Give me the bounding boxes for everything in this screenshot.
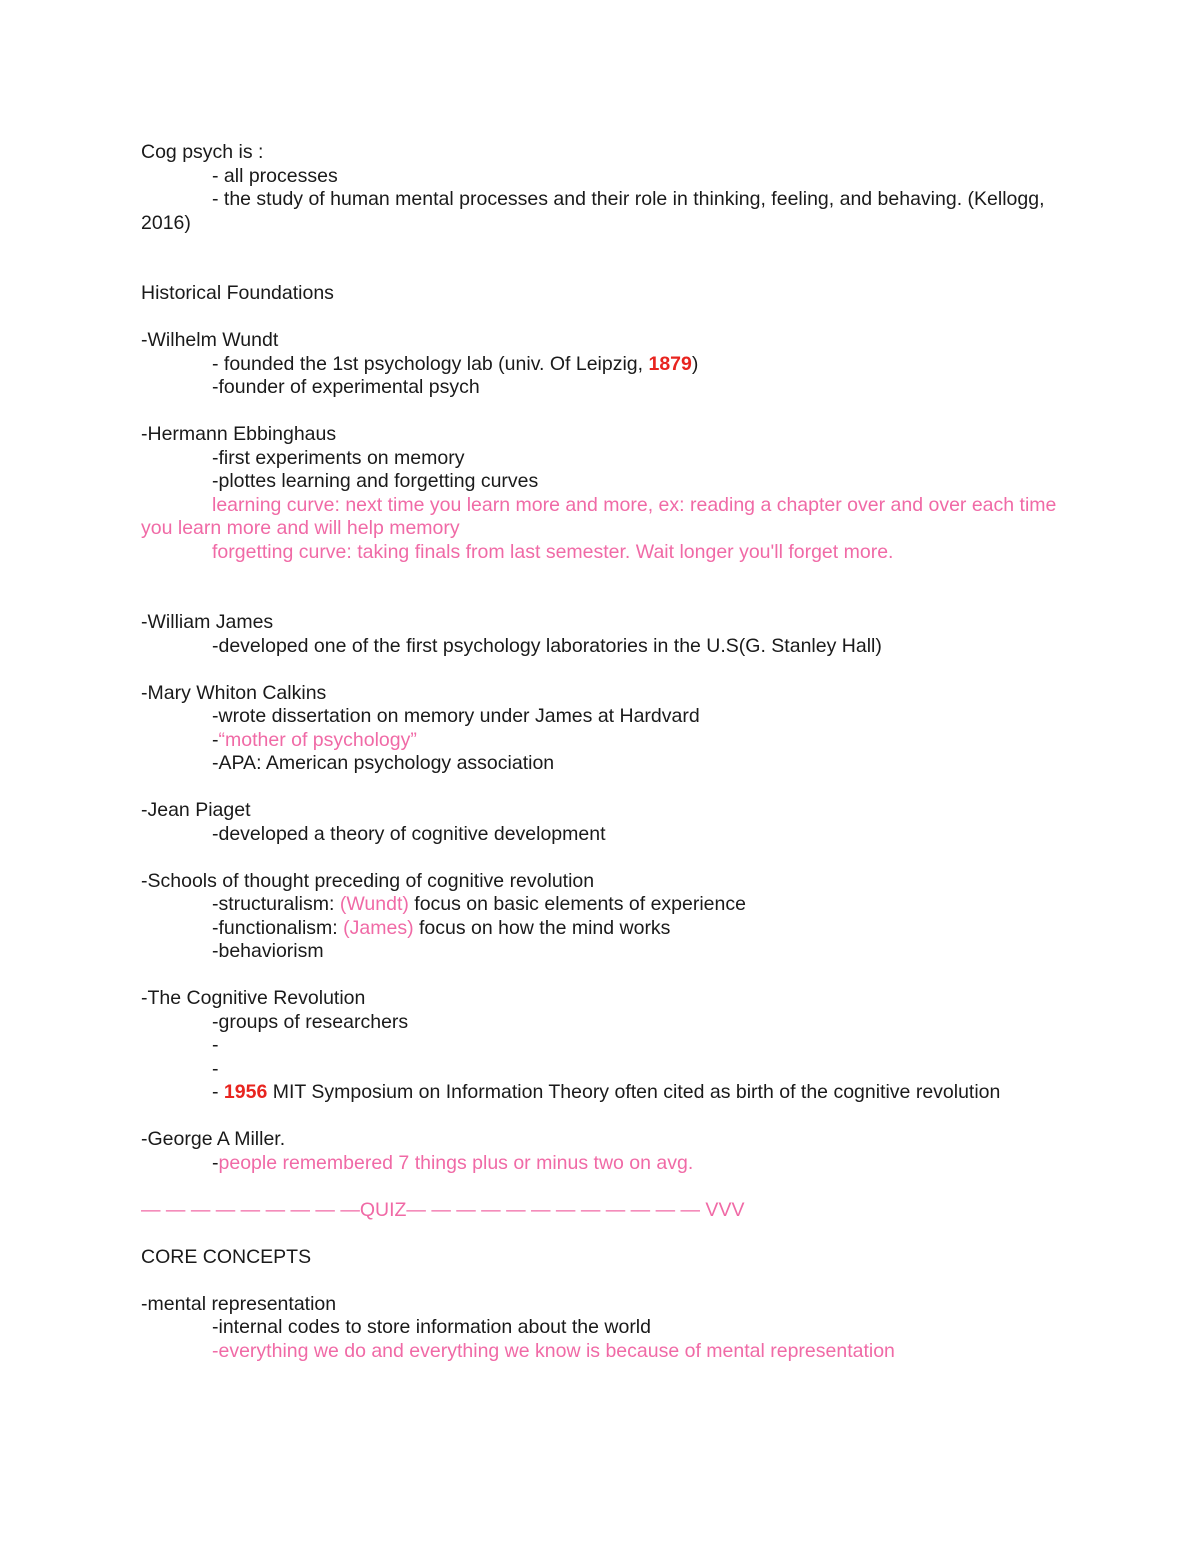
revolution-line-4-dash: -: [212, 1081, 224, 1103]
functionalism-line: [141, 917, 1071, 941]
functionalism-label: -functionalism:: [212, 916, 344, 939]
ebbinghaus-name: -Hermann Ebbinghaus: [141, 423, 337, 445]
revolution-line-2: -: [212, 1034, 219, 1056]
miller-line-1: [141, 1152, 1071, 1176]
calkins-line-2-dash: -: [212, 728, 219, 751]
james-line-1: -developed one of the first psychology laboratories in the U.S(G. Stanley Hall): [212, 634, 882, 657]
wundt-line-1-close: ): [691, 352, 699, 375]
revolution-line-3: -: [212, 1057, 219, 1080]
schools-heading: -Schools of thought preceding of cognitive revolution: [141, 869, 595, 892]
mental-representation-note: -everything we do and everything we know is because of mental representation: [212, 1339, 895, 1362]
calkins-mother-note: “mother of psychology”: [218, 728, 417, 751]
calkins-line-1: -wrote dissertation on memory under James at Hardvard: [212, 705, 700, 727]
functionalism-desc: focus on how the mind works: [413, 916, 671, 939]
structuralism-note: (Wundt): [339, 893, 409, 915]
mental-representation-name: -mental representation: [141, 1292, 337, 1315]
quiz-divider: — — — — — — — — —QUIZ— — — — — — — — — — — — VVV: [141, 1198, 745, 1221]
ebbinghaus-line-2: -plottes learning and forgetting curves: [212, 470, 539, 492]
calkins-name: -Mary Whiton Calkins: [141, 681, 327, 704]
revolution-line-1: -groups of researchers: [212, 1010, 409, 1033]
section-historical-heading: Historical Foundations: [141, 282, 334, 304]
miller-name: -George A Miller.: [141, 1128, 286, 1150]
piaget-line-1: -developed a theory of cognitive development: [212, 822, 606, 845]
forgetting-curve-note: forgetting curve: taking finals from last semester. Wait longer you'll forget more.: [212, 540, 894, 563]
intro-item-1: - all processes: [212, 164, 338, 187]
revolution-heading: -The Cognitive Revolution: [141, 987, 366, 1009]
james-name: -William James: [141, 611, 274, 633]
notes-body: [141, 141, 1071, 1363]
calkins-line-2: [141, 729, 1071, 753]
revolution-line-4-text: MIT Symposium on Information Theory often cited as birth of the cognitive revolution: [267, 1081, 1001, 1103]
learning-curve-note: learning curve: next time you learn more and more, ex: reading a chapter over and over each time you learn more and will help memory: [141, 493, 1057, 539]
ebbinghaus-line-1: -first experiments on memory: [212, 446, 465, 469]
wundt-line-1-text: - founded the 1st psychology lab (univ. Of Leipzig,: [212, 352, 649, 375]
revolution-year-highlight: 1956: [223, 1081, 268, 1103]
revolution-line-4: [141, 1081, 1071, 1105]
mental-representation-line-1: -internal codes to store information about the world: [212, 1316, 651, 1338]
structuralism-label: -structuralism:: [212, 893, 340, 915]
wundt-line-1: [141, 353, 1071, 377]
wundt-year-highlight: 1879: [648, 352, 692, 375]
intro-heading: Cog psych is :: [141, 141, 264, 163]
behaviorism-line: -behaviorism: [212, 940, 324, 962]
wundt-name: -Wilhelm Wundt: [141, 329, 279, 351]
piaget-name: -Jean Piaget: [141, 799, 251, 821]
miller-note: people remembered 7 things plus or minus two on avg.: [218, 1151, 694, 1174]
intro-item-2: - the study of human mental processes and their role in thinking, feeling, and behaving. (Kellogg, 2016): [141, 188, 1045, 234]
calkins-line-3: -APA: American psychology association: [212, 752, 555, 774]
miller-line-1-dash: -: [212, 1151, 219, 1174]
structuralism-desc: focus on basic elements of experience: [408, 893, 746, 915]
wundt-line-2: -founder of experimental psych: [212, 376, 480, 398]
structuralism-line: [141, 893, 1071, 917]
section-core-heading: CORE CONCEPTS: [141, 1245, 312, 1268]
functionalism-note: (James): [343, 916, 414, 939]
